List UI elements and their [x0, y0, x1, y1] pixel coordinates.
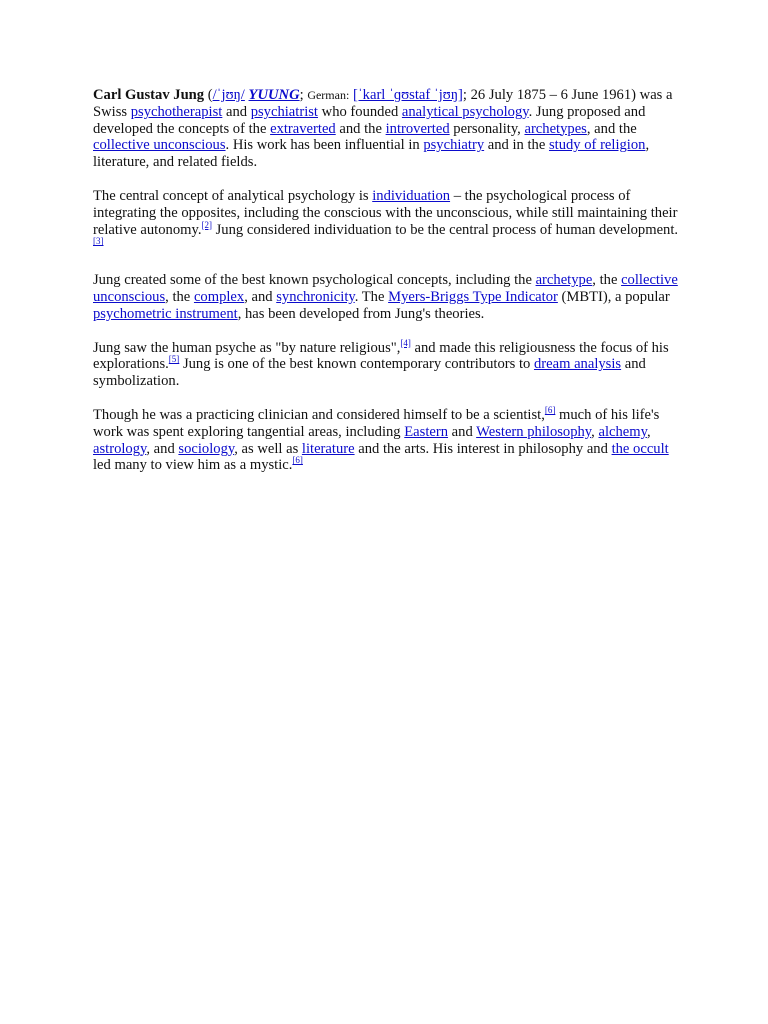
text-run: and made this religiousness the focus of his explorations.	[93, 339, 669, 373]
text-run: Jung is one of the best known contemporary contributors to	[179, 356, 534, 373]
text-run: and in the	[484, 137, 549, 154]
subject-name: Carl Gustav Jung	[93, 87, 205, 103]
reference-marker	[169, 354, 180, 364]
link-myers-briggs[interactable]: Myers-Briggs Type Indicator	[388, 288, 558, 305]
link-alchemy[interactable]: alchemy	[598, 423, 647, 440]
reference-link-2[interactable]: [2]	[201, 219, 212, 230]
ipa-german-link[interactable]: [ˈkarl ˈɡʊstaf ˈjʊŋ]	[352, 87, 463, 103]
text-run: personality,	[449, 120, 525, 137]
link-astrology[interactable]: astrology	[93, 440, 147, 457]
text-run: and	[448, 423, 477, 440]
paragraph-individuation	[93, 188, 683, 255]
link-psychiatry[interactable]: psychiatry	[423, 137, 485, 154]
link-archetype[interactable]: archetype	[535, 272, 593, 289]
text-run: , and the	[586, 120, 637, 137]
text-run: Jung saw the human psyche as "by nature religious",	[93, 339, 401, 356]
link-dream-analysis[interactable]: dream analysis	[533, 356, 622, 373]
text-run: and symbolization.	[93, 356, 646, 390]
reference-marker	[292, 455, 303, 465]
pronunciation-respelling-link[interactable]: YUUNG	[248, 87, 300, 103]
text-run: , and	[244, 288, 277, 305]
text-run: , literature, and related fields.	[93, 137, 650, 171]
link-literature[interactable]: literature	[301, 440, 355, 457]
text-run: ,	[591, 423, 599, 440]
ipa-english-link[interactable]: /ˈjʊŋ/	[212, 87, 245, 103]
text-run: The central concept of analytical psychology is	[93, 187, 373, 204]
reference-link-6[interactable]: [6]	[544, 404, 556, 415]
link-western-philosophy[interactable]: Western philosophy	[476, 423, 592, 440]
text-run: . The	[354, 288, 389, 305]
text-run: Jung created some of the best known psychological concepts, including the	[93, 272, 536, 289]
paragraph-religion	[93, 337, 683, 390]
text-run: and	[222, 103, 251, 120]
reference-link-3[interactable]: [3]	[93, 236, 104, 247]
link-eastern[interactable]: Eastern	[404, 423, 449, 440]
text-run: , the	[165, 288, 194, 305]
link-the-occult[interactable]: the occult	[611, 440, 669, 457]
reference-marker	[93, 236, 104, 246]
text-run: . His work has been influential in	[225, 137, 424, 154]
paragraph-intro	[93, 87, 683, 171]
text-run: (MBTI), a popular	[557, 288, 670, 305]
text-run: ; 26 July 1875 – 6 June 1961) was a Swiss	[93, 87, 673, 120]
reference-marker	[545, 405, 556, 415]
reference-marker	[400, 338, 411, 348]
reference-link-5[interactable]: [5]	[168, 354, 180, 365]
text-run: (	[204, 87, 213, 103]
text-run: led many to view him as a mystic.	[93, 457, 293, 474]
document-body	[93, 87, 683, 491]
link-psychometric-instrument[interactable]: psychometric instrument	[93, 305, 238, 322]
link-psychiatrist[interactable]: psychiatrist	[250, 103, 318, 120]
text-run: . Jung proposed and developed the concepts of the	[93, 103, 646, 137]
text-run: , and	[146, 440, 179, 457]
text-run: – the psychological process of integrating the opposites, including the conscious with the unconscious, while still maintaining their relative autonomy.	[93, 187, 678, 238]
link-collective-unconscious[interactable]: collective unconscious	[93, 137, 226, 154]
text-run: Though he was a practicing clinician and considered himself to be a scientist,	[93, 406, 545, 423]
link-individuation[interactable]: individuation	[372, 187, 451, 204]
paragraph-concepts	[93, 272, 683, 322]
link-psychotherapist[interactable]: psychotherapist	[130, 103, 223, 120]
text-run: much of his life's work was spent exploring tangential areas, including	[93, 406, 660, 440]
link-analytical-psychology[interactable]: analytical psychology	[401, 103, 529, 120]
text-run: , as well as	[234, 440, 302, 457]
text-run: who founded	[318, 103, 402, 120]
text-run: ;	[299, 87, 308, 103]
link-collective-unconscious-2[interactable]: collective unconscious	[93, 272, 678, 305]
link-complex[interactable]: complex	[193, 288, 245, 305]
text-run: Jung considered individuation to be the central process of human development.	[211, 221, 679, 238]
text-run: ,	[646, 423, 651, 440]
link-synchronicity[interactable]: synchronicity	[276, 288, 355, 305]
link-archetypes[interactable]: archetypes	[524, 120, 587, 137]
text-run: , has been developed from Jung's theories.	[237, 305, 485, 322]
german-label: German:	[307, 88, 350, 102]
link-extraverted[interactable]: extraverted	[270, 120, 336, 137]
link-study-of-religion[interactable]: study of religion	[548, 137, 646, 154]
paragraph-interests	[93, 404, 683, 474]
reference-link-4[interactable]: [4]	[400, 337, 411, 348]
link-sociology[interactable]: sociology	[178, 440, 235, 457]
text-run: , the	[592, 272, 622, 289]
text-run: and the	[335, 120, 386, 137]
reference-link-6b[interactable]: [6]	[292, 455, 303, 466]
text-run: and the arts. His interest in philosophy and	[354, 440, 612, 457]
reference-marker	[201, 220, 212, 230]
link-introverted[interactable]: introverted	[385, 120, 450, 137]
